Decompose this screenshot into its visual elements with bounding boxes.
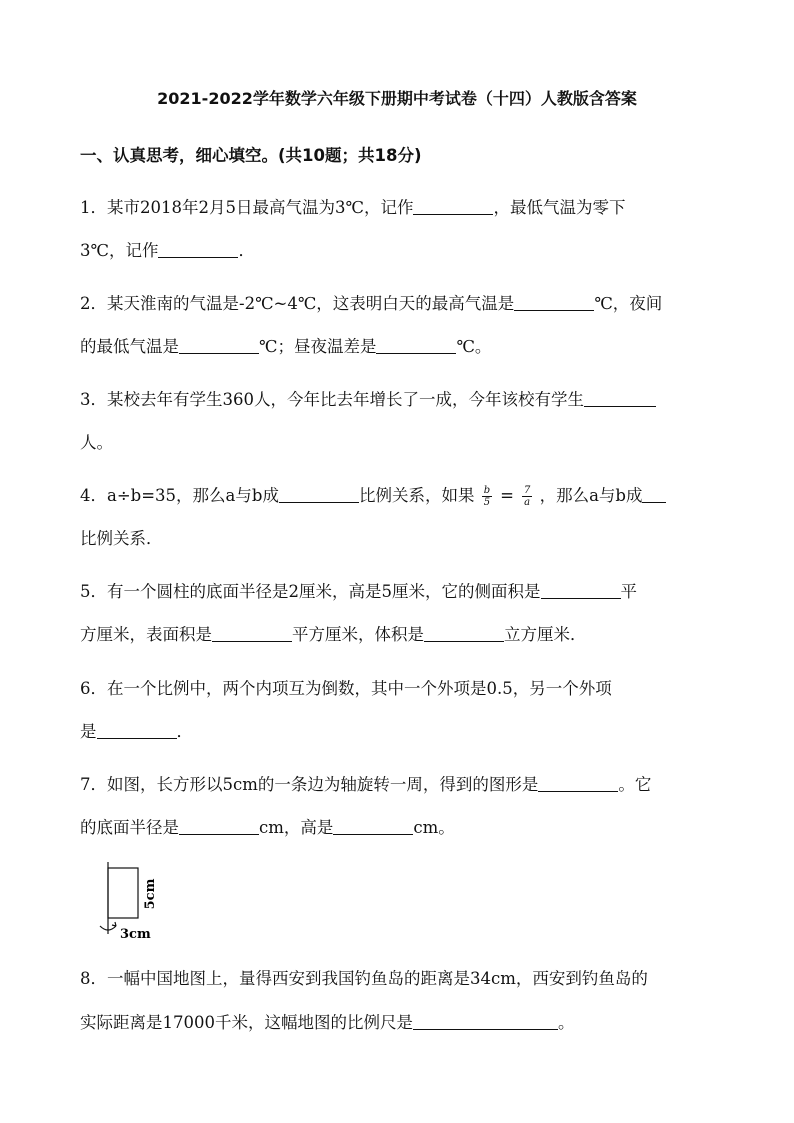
question-5-line-1 <box>80 581 720 603</box>
q8-text-b: 实际距离是17000千米，这幅地图的比例尺是 <box>80 1013 413 1032</box>
q6-text-a: 6．在一个比例中，两个内项互为倒数，其中一个外项是0.5，另一个外项 <box>80 679 612 698</box>
q5-blank-1[interactable] <box>541 582 621 599</box>
equals-sign: = <box>500 486 514 505</box>
q5-text-b: 平 <box>620 582 637 601</box>
question-1-line-2 <box>80 240 720 262</box>
q1-text-b: ，最低气温为零下 <box>493 198 626 217</box>
q2-text-b: ℃，夜间 <box>594 294 663 313</box>
q4-blank-1[interactable] <box>279 486 359 503</box>
q4-text-d: 比例关系． <box>80 529 163 548</box>
q1-blank-1[interactable] <box>413 198 493 215</box>
q5-text-c: 方厘米，表面积是 <box>80 625 212 644</box>
q1-text-d: ． <box>238 241 255 260</box>
fraction-b-over-5: $\frac{b}{5}$ <box>483 485 491 508</box>
question-6-line-1 <box>80 678 720 700</box>
question-6-line-2 <box>80 721 720 743</box>
q3-text-b: 人。 <box>80 433 113 452</box>
q4-text-c: ，那么a与b成 <box>539 486 643 505</box>
q7-text-d: cm，高是 <box>259 818 334 837</box>
q7-blank-3[interactable] <box>333 818 413 835</box>
q4-text-b: 比例关系，如果 <box>358 486 475 505</box>
q5-blank-3[interactable] <box>424 625 504 642</box>
question-3-line-2 <box>80 432 720 454</box>
q5-text-a: 5．有一个圆柱的底面半径是2厘米，高是5厘米，它的侧面积是 <box>80 582 541 601</box>
question-2-line-2 <box>80 336 720 358</box>
q7-text-a: 7．如图，长方形以5cm的一条边为轴旋转一周，得到的图形是 <box>80 775 539 794</box>
q4-blank-2[interactable] <box>642 486 666 503</box>
fraction-7-over-a: $\frac{7}{a}$ <box>523 485 531 508</box>
question-3-line-1 <box>80 389 720 411</box>
q2-blank-1[interactable] <box>514 294 594 311</box>
question-7-line-2 <box>80 817 720 839</box>
q5-text-d: 平方厘米，体积是 <box>292 625 424 644</box>
q1-blank-2[interactable] <box>158 241 238 258</box>
q7-text-b: 。它 <box>618 775 652 794</box>
q5-text-e: 立方厘米． <box>504 625 587 644</box>
q7-text-c: 的底面半径是 <box>80 818 179 837</box>
q3-blank-1[interactable] <box>584 390 656 407</box>
question-4-line-2 <box>80 528 720 550</box>
question-5-line-2 <box>80 624 720 646</box>
q2-text-a: 2．某天淮南的气温是-2℃~4℃，这表明白天的最高气温是 <box>80 294 515 313</box>
figure-rectangle <box>108 868 138 918</box>
q5-blank-2[interactable] <box>212 625 292 642</box>
q7-text-e: cm。 <box>413 818 455 837</box>
q8-blank-1[interactable] <box>413 1013 558 1030</box>
q1-text-a: 1．某市2018年2月5日最高气温为3℃，记作 <box>80 198 414 217</box>
q7-blank-2[interactable] <box>179 818 259 835</box>
rectangle-rotation-figure <box>96 862 176 942</box>
q2-blank-2[interactable] <box>179 337 259 354</box>
q6-text-b: 是 <box>80 722 97 741</box>
q2-blank-3[interactable] <box>376 337 456 354</box>
q4-text-a: 4．a÷b=35，那么a与b成 <box>80 486 279 505</box>
q1-text-c: 3℃，记作 <box>80 241 159 260</box>
figure-width-label: 3cm <box>120 927 151 942</box>
question-8-line-1 <box>80 968 720 990</box>
question-7-line-1 <box>80 774 720 796</box>
section-heading: 一、认真思考，细心填空。(共10题；共18分) <box>80 146 422 165</box>
q2-text-d: ℃；昼夜温差是 <box>259 337 377 356</box>
q6-blank-1[interactable] <box>97 722 177 739</box>
question-2-line-1 <box>80 293 720 315</box>
q8-text-a: 8．一幅中国地图上，量得西安到我国钓鱼岛的距离是34cm，西安到钓鱼岛的 <box>80 969 648 988</box>
q2-text-e: ℃。 <box>456 337 492 356</box>
q7-blank-1[interactable] <box>538 775 618 792</box>
rotation-arrowhead <box>112 922 116 926</box>
q2-text-c: 的最低气温是 <box>80 337 179 356</box>
page-title: 2021-2022学年数学六年级下册期中考试卷（十四）人教版含答案 <box>157 89 637 108</box>
q8-text-c: 。 <box>558 1013 575 1032</box>
question-4-line-1 <box>80 485 720 508</box>
question-1-line-1 <box>80 197 720 219</box>
question-8-line-2 <box>80 1012 720 1034</box>
q6-text-c: ． <box>176 722 193 741</box>
q3-text-a: 3．某校去年有学生360人，今年比去年增长了一成，今年该校有学生 <box>80 390 584 409</box>
figure-height-label: 5cm <box>143 878 158 910</box>
